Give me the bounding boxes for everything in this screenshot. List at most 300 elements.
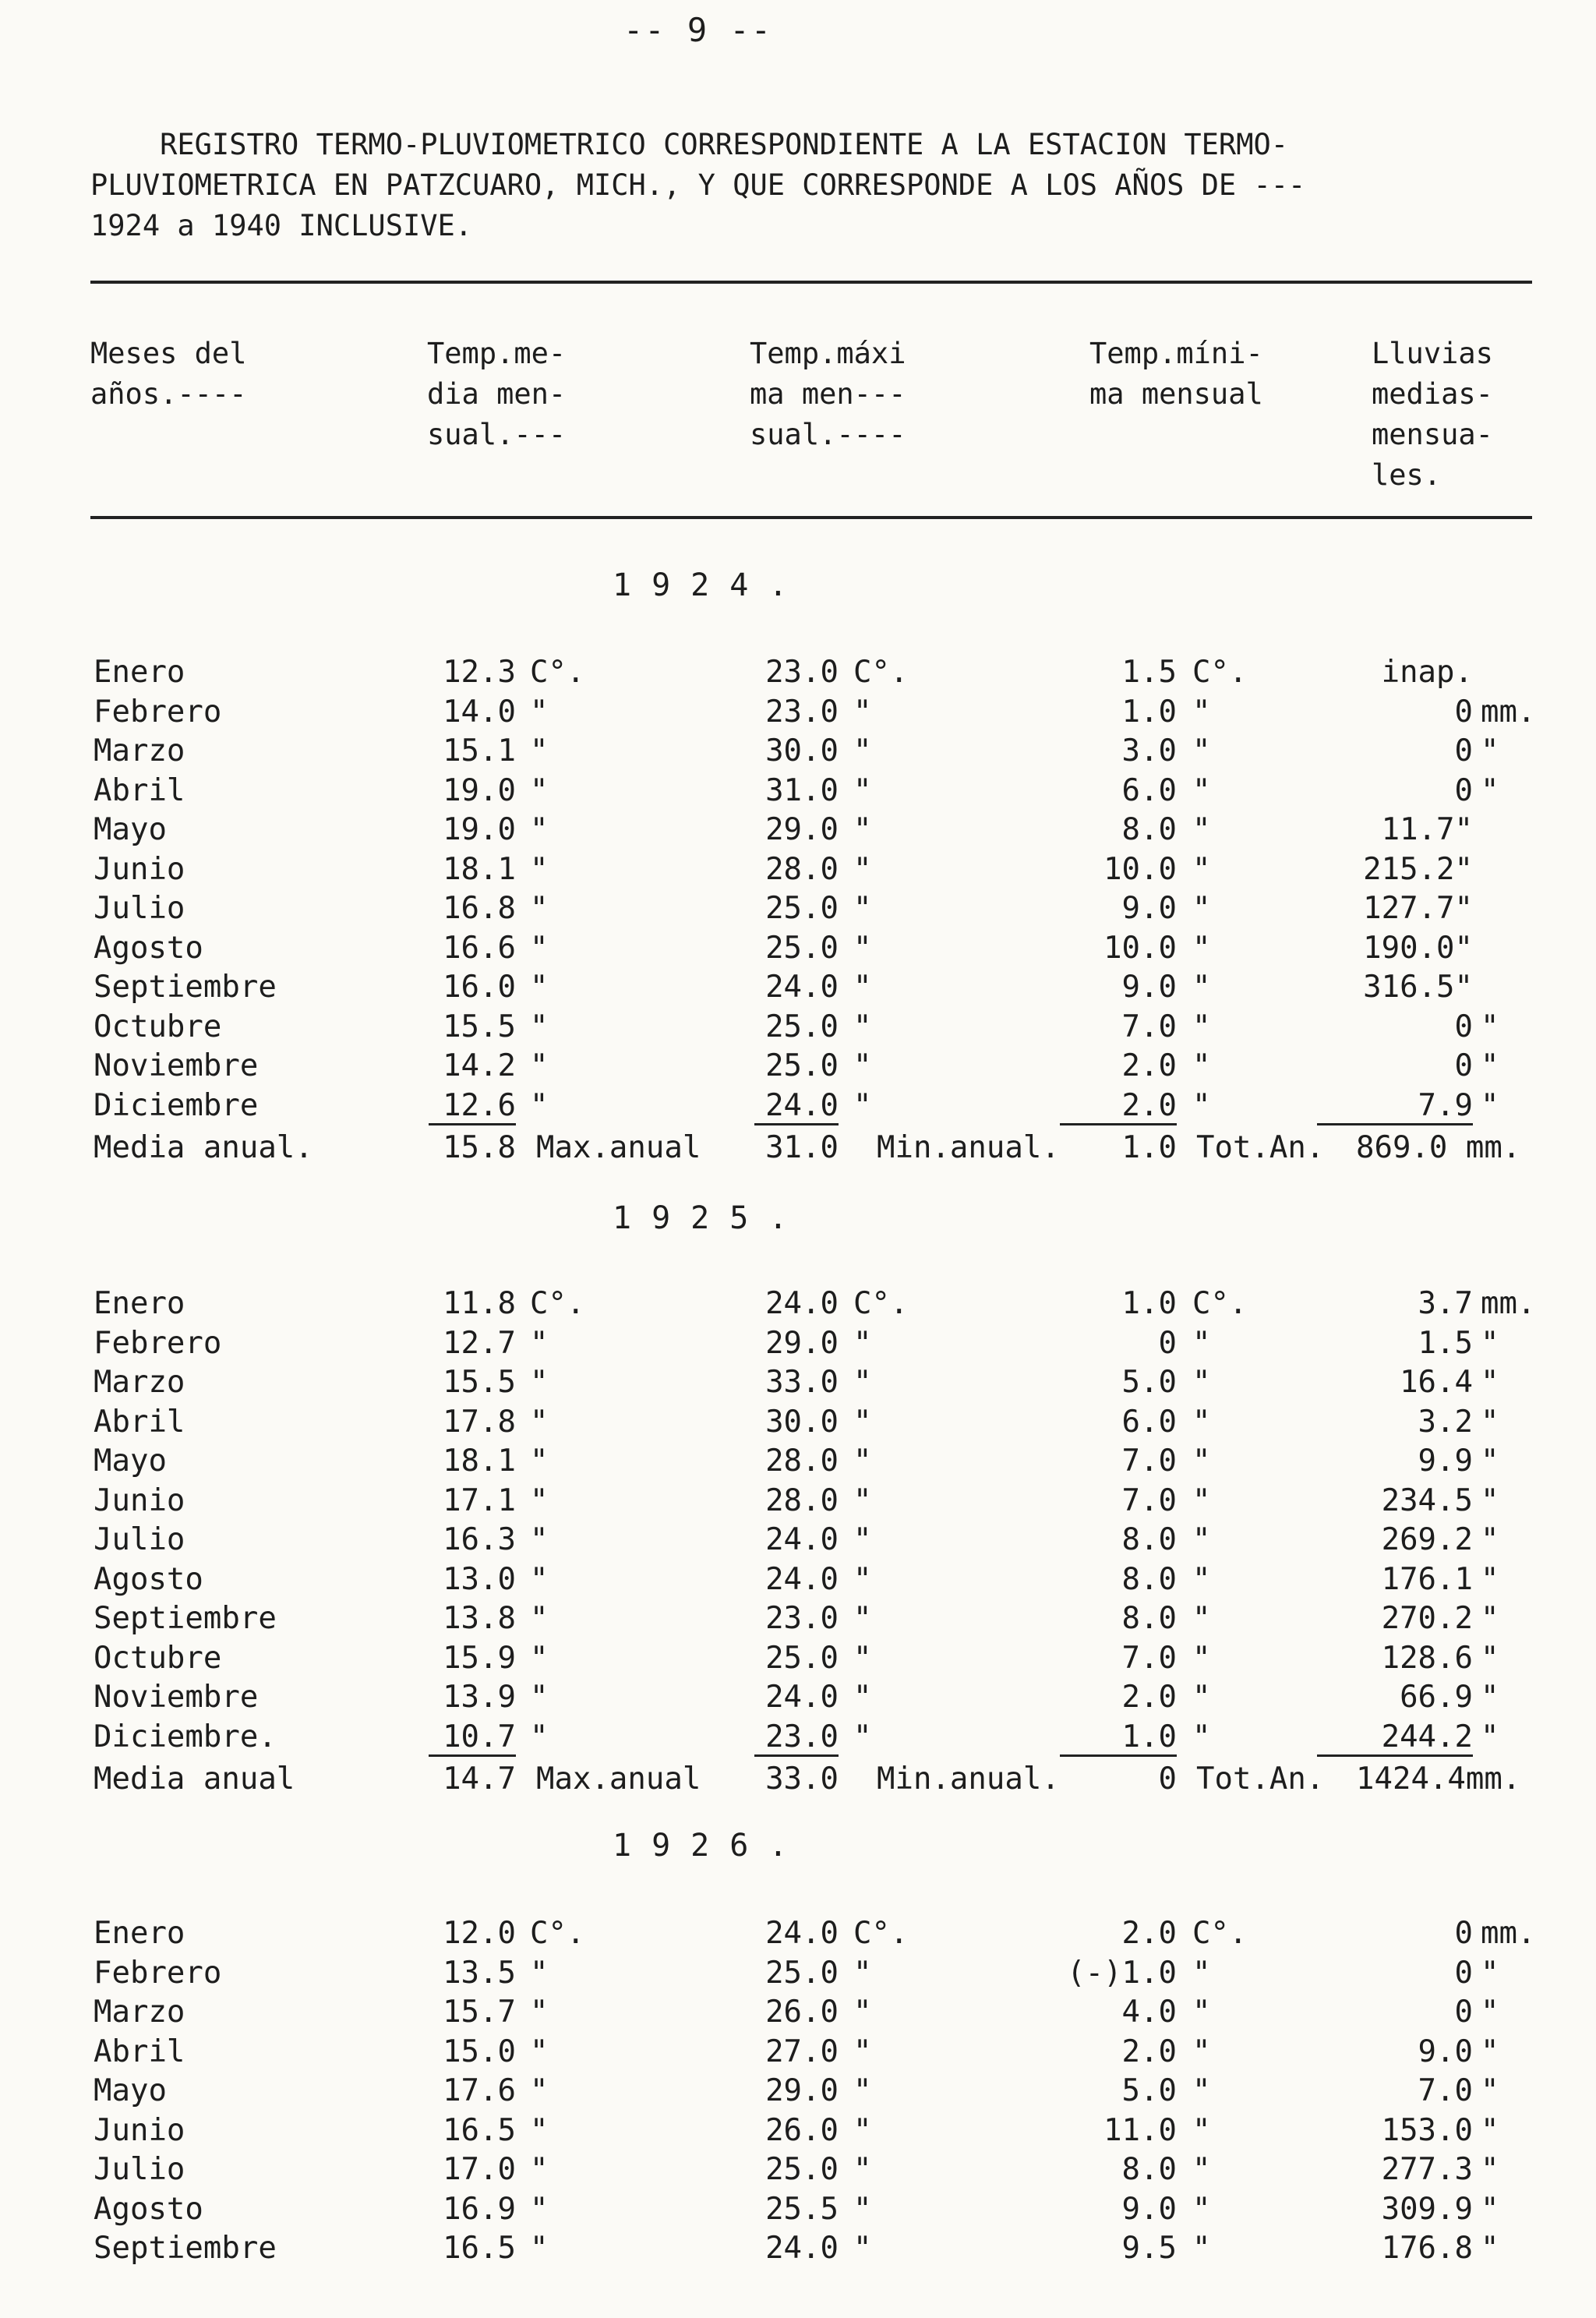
- temp-min-cell: 6.0: [1121, 772, 1177, 808]
- temp-min-cell: 7.0: [1121, 1009, 1177, 1044]
- temp-media-cell: 19.0: [443, 812, 516, 847]
- temp-min-cell: 3.0: [1121, 733, 1177, 769]
- temp-max-cell: 28.0: [765, 1482, 839, 1518]
- rainfall-cell: 16.4: [1400, 1365, 1473, 1400]
- month-cell: Enero: [94, 655, 185, 690]
- temp-max-cell: 33.0: [765, 1365, 839, 1400]
- table-row: [0, 1009, 1596, 1048]
- unit-cell: ": [1192, 812, 1211, 847]
- month-cell: Julio: [94, 1522, 185, 1557]
- temp-max-cell: 25.0: [765, 891, 839, 926]
- table-row: [0, 1522, 1596, 1561]
- rainfall-cell: 244.2: [1317, 1719, 1473, 1757]
- temp-min-cell: 7.0: [1121, 1482, 1177, 1518]
- temp-media-cell: 16.3: [443, 1522, 516, 1557]
- temp-max-cell: 24.0: [765, 1916, 839, 1951]
- unit-cell: C°.: [530, 1286, 585, 1321]
- temp-media-cell: 17.8: [443, 1404, 516, 1440]
- rainfall-cell: 7.0: [1418, 2073, 1473, 2108]
- table-row: [0, 2192, 1596, 2231]
- unit-cell: ": [1481, 1087, 1499, 1123]
- temp-min-cell: 4.0: [1121, 1995, 1177, 2030]
- table-row: [0, 1048, 1596, 1087]
- annual-total-value: 1424.4mm.: [1356, 1761, 1521, 1797]
- temp-max-cell: 26.0: [765, 1995, 839, 2030]
- temp-media-cell: 13.5: [443, 1955, 516, 1991]
- unit-cell: ": [853, 694, 872, 730]
- temp-max-cell: 23.0: [754, 1719, 839, 1757]
- temp-media-cell: 17.6: [443, 2073, 516, 2108]
- header-line: mensua-: [1372, 418, 1493, 451]
- unit-cell: ": [853, 772, 872, 808]
- unit-cell: ": [853, 970, 872, 1005]
- unit-cell: ": [530, 1561, 549, 1597]
- table-row: [0, 1286, 1596, 1325]
- unit-cell: ": [530, 970, 549, 1005]
- month-cell: Marzo: [94, 1365, 185, 1400]
- unit-cell: ": [1192, 1955, 1211, 1991]
- unit-cell: ": [530, 772, 549, 808]
- unit-cell: ": [530, 1995, 549, 2030]
- rainfall-cell: 176.1: [1381, 1561, 1473, 1597]
- unit-cell: ": [1481, 2191, 1499, 2227]
- unit-cell: ": [1192, 2112, 1211, 2148]
- temp-media-cell: 15.9: [443, 1640, 516, 1676]
- table-row: [0, 1483, 1596, 1522]
- temp-media-cell: 14.0: [443, 694, 516, 730]
- table-row: [0, 655, 1596, 694]
- unit-cell: ": [1192, 1365, 1211, 1400]
- table-row: [0, 812, 1596, 851]
- unit-cell: ": [1192, 1640, 1211, 1676]
- month-cell: Septiembre: [94, 970, 277, 1005]
- table-row: [0, 1956, 1596, 1995]
- unit-cell: ": [1192, 1680, 1211, 1715]
- temp-max-cell: 25.0: [765, 930, 839, 966]
- unit-cell: mm.: [1481, 1286, 1536, 1321]
- month-cell: Diciembre.: [94, 1719, 277, 1754]
- temp-media-cell: 18.1: [443, 851, 516, 887]
- temp-min-cell: 2.0: [1121, 1048, 1177, 1083]
- temp-max-cell: 29.0: [765, 812, 839, 847]
- rainfall-cell: 3.7: [1418, 1286, 1473, 1321]
- unit-cell: ": [853, 1048, 872, 1083]
- annual-max-label: Max.anual: [536, 1761, 701, 1797]
- year-heading: 1924.: [613, 567, 808, 603]
- table-row: [0, 1365, 1596, 1404]
- temp-media-cell: 15.1: [443, 733, 516, 769]
- temp-media-cell: 18.1: [443, 1443, 516, 1479]
- unit-cell: ": [853, 1325, 872, 1361]
- unit-cell: ": [853, 2191, 872, 2227]
- month-cell: Noviembre: [94, 1048, 259, 1083]
- month-cell: Abril: [94, 772, 185, 808]
- temp-min-cell: 7.0: [1121, 1640, 1177, 1676]
- header-top-rule: [90, 281, 1532, 284]
- temp-max-cell: 23.0: [765, 694, 839, 730]
- rainfall-cell: 0: [1454, 1048, 1473, 1083]
- temp-max-cell: 24.0: [765, 2231, 839, 2266]
- annual-total-value: 869.0 mm.: [1356, 1130, 1521, 1165]
- unit-cell: ": [530, 2034, 549, 2069]
- unit-cell: ": [530, 1955, 549, 1991]
- table-row: [0, 2073, 1596, 2112]
- unit-cell: ": [1192, 1404, 1211, 1440]
- unit-cell: ": [1192, 694, 1211, 730]
- unit-cell: ": [853, 1087, 872, 1123]
- month-cell: Mayo: [94, 812, 167, 847]
- unit-cell: ": [1481, 1325, 1499, 1361]
- title-line: REGISTRO TERMO-PLUVIOMETRICO CORRESPONDIENTE A LA ESTACION TERMO-: [90, 128, 1289, 161]
- unit-cell: ": [1192, 1601, 1211, 1636]
- unit-cell: ": [530, 1482, 549, 1518]
- month-cell: Diciembre: [94, 1087, 259, 1123]
- month-cell: Junio: [94, 2112, 185, 2148]
- unit-cell: ": [1192, 851, 1211, 887]
- temp-max-cell: 26.0: [765, 2112, 839, 2148]
- temp-max-cell: 25.0: [765, 2152, 839, 2187]
- unit-cell: ": [853, 1680, 872, 1715]
- temp-media-cell: 11.8: [443, 1286, 516, 1321]
- unit-cell: C°.: [1192, 1916, 1248, 1951]
- month-cell: Noviembre: [94, 1680, 259, 1715]
- unit-cell: ": [1481, 1404, 1499, 1440]
- unit-cell: ": [1481, 1955, 1499, 1991]
- annual-min-value: 1.0: [1121, 1130, 1177, 1165]
- temp-media-cell: 15.7: [443, 1995, 516, 2030]
- unit-cell: ": [1481, 1601, 1499, 1636]
- unit-cell: ": [530, 2191, 549, 2227]
- temp-min-cell: 0: [1158, 1325, 1177, 1361]
- month-cell: Febrero: [94, 694, 222, 730]
- temp-media-cell: 14.2: [443, 1048, 516, 1083]
- unit-cell: ": [530, 1719, 549, 1754]
- unit-cell: ": [530, 1365, 549, 1400]
- unit-cell: ": [853, 1601, 872, 1636]
- unit-cell: ": [530, 1009, 549, 1044]
- title-line: PLUVIOMETRICA EN PATZCUARO, MICH., Y QUE CORRESPONDE A LOS AÑOS DE ---: [90, 168, 1306, 202]
- month-cell: Marzo: [94, 733, 185, 769]
- temp-max-cell: 25.0: [765, 1640, 839, 1676]
- annual-label: Media anual: [94, 1761, 295, 1797]
- temp-media-cell: 15.5: [443, 1009, 516, 1044]
- month-cell: Febrero: [94, 1955, 222, 1991]
- temp-media-cell: 17.0: [443, 2152, 516, 2187]
- temp-max-cell: 28.0: [765, 1443, 839, 1479]
- table-row: [0, 1562, 1596, 1601]
- header-line: les.: [1372, 458, 1442, 492]
- temp-max-cell: 24.0: [765, 1680, 839, 1715]
- unit-cell: ": [853, 1365, 872, 1400]
- temp-min-cell: 6.0: [1121, 1404, 1177, 1440]
- temp-max-cell: 30.0: [765, 733, 839, 769]
- table-row: [0, 2152, 1596, 2191]
- unit-cell: ": [1481, 733, 1499, 769]
- unit-cell: C°.: [853, 1916, 909, 1951]
- table-row: [0, 2231, 1596, 2270]
- month-cell: Septiembre: [94, 1601, 277, 1636]
- month-cell: Junio: [94, 851, 185, 887]
- temp-min-cell: 5.0: [1121, 1365, 1177, 1400]
- table-row: [0, 891, 1596, 930]
- rainfall-cell: 9.0: [1418, 2034, 1473, 2069]
- unit-cell: ": [530, 1443, 549, 1479]
- unit-cell: C°.: [853, 1286, 909, 1321]
- temp-min-cell: 1.0: [1121, 1286, 1177, 1321]
- unit-cell: ": [1481, 2112, 1499, 2148]
- annual-mean-value: 15.8: [443, 1130, 516, 1165]
- header-line: dia men-: [427, 377, 567, 411]
- unit-cell: ": [530, 1404, 549, 1440]
- unit-cell: ": [853, 1404, 872, 1440]
- annual-min-label: Min.anual.: [877, 1130, 1060, 1165]
- rainfall-cell: 9.9: [1418, 1443, 1473, 1479]
- temp-max-cell: 24.0: [765, 970, 839, 1005]
- rainfall-cell: 0: [1454, 1009, 1473, 1044]
- unit-cell: ": [1481, 2034, 1499, 2069]
- unit-cell: ": [1192, 1482, 1211, 1518]
- rainfall-cell: 309.9: [1381, 2191, 1473, 2227]
- unit-cell: ": [1481, 1522, 1499, 1557]
- month-cell: Julio: [94, 891, 185, 926]
- temp-media-cell: 16.5: [443, 2112, 516, 2148]
- temp-min-cell: 8.0: [1121, 1561, 1177, 1597]
- annual-min-value: 0: [1158, 1761, 1177, 1797]
- header-line: Meses del: [90, 337, 247, 370]
- temp-media-cell: 13.8: [443, 1601, 516, 1636]
- unit-cell: ": [530, 2152, 549, 2187]
- annual-max-label: Max.anual: [536, 1130, 701, 1165]
- header-line: Temp.me-: [427, 337, 567, 370]
- unit-cell: ": [853, 1482, 872, 1518]
- annual-max-value: 33.0: [765, 1761, 839, 1797]
- table-row: [0, 1443, 1596, 1482]
- temp-min-cell: 9.5: [1121, 2231, 1177, 2266]
- temp-min-cell: 2.0: [1121, 1916, 1177, 1951]
- rainfall-cell: 269.2: [1381, 1522, 1473, 1557]
- unit-cell: C°.: [853, 655, 909, 690]
- table-row: [0, 931, 1596, 970]
- annual-total-label: Tot.An.: [1196, 1130, 1325, 1165]
- unit-cell: ": [530, 733, 549, 769]
- unit-cell: C°.: [530, 1916, 585, 1951]
- unit-cell: ": [1192, 733, 1211, 769]
- month-cell: Julio: [94, 2152, 185, 2187]
- temp-min-cell: 8.0: [1121, 1601, 1177, 1636]
- unit-cell: ": [853, 851, 872, 887]
- temp-media-cell: 15.0: [443, 2034, 516, 2069]
- month-cell: Agosto: [94, 1561, 203, 1597]
- temp-min-cell: 11.0: [1103, 2112, 1177, 2148]
- unit-cell: ": [1481, 2231, 1499, 2266]
- rainfall-cell: 1.5: [1418, 1325, 1473, 1361]
- unit-cell: ": [853, 2112, 872, 2148]
- unit-cell: ": [853, 930, 872, 966]
- table-row: [0, 1680, 1596, 1719]
- unit-cell: ": [853, 891, 872, 926]
- month-cell: Febrero: [94, 1325, 222, 1361]
- temp-min-cell: 2.0: [1121, 1680, 1177, 1715]
- header-bottom-rule: [90, 516, 1532, 519]
- annual-total-label: Tot.An.: [1196, 1761, 1325, 1797]
- temp-media-cell: 10.7: [429, 1719, 516, 1757]
- temp-min-cell: 8.0: [1121, 812, 1177, 847]
- rainfall-cell: 153.0: [1381, 2112, 1473, 2148]
- month-cell: Junio: [94, 1482, 185, 1518]
- unit-cell: ": [530, 2112, 549, 2148]
- unit-cell: ": [853, 1522, 872, 1557]
- rainfall-cell: 277.3: [1381, 2152, 1473, 2187]
- annual-mean-value: 14.7: [443, 1761, 516, 1797]
- unit-cell: ": [1481, 2152, 1499, 2187]
- unit-cell: ": [530, 1325, 549, 1361]
- temp-max-cell: 24.0: [765, 1522, 839, 1557]
- unit-cell: ": [530, 1680, 549, 1715]
- unit-cell: ": [1192, 2191, 1211, 2227]
- annual-max-value: 31.0: [765, 1130, 839, 1165]
- temp-min-cell: 1.5: [1121, 655, 1177, 690]
- unit-cell: ": [1481, 1048, 1499, 1083]
- temp-min-cell: 1.0: [1121, 694, 1177, 730]
- annual-summary-row: [0, 1130, 1596, 1169]
- temp-media-cell: 16.6: [443, 930, 516, 966]
- annual-label: Media anual.: [94, 1130, 313, 1165]
- unit-cell: ": [1192, 1048, 1211, 1083]
- temp-min-cell: 9.0: [1121, 891, 1177, 926]
- annual-summary-row: [0, 1761, 1596, 1800]
- unit-cell: ": [853, 1443, 872, 1479]
- unit-cell: ": [853, 1719, 872, 1754]
- temp-max-cell: 23.0: [765, 655, 839, 690]
- temp-min-cell: 1.0: [1060, 1719, 1177, 1757]
- unit-cell: ": [530, 2073, 549, 2108]
- header-line: ma men---: [750, 377, 906, 411]
- month-cell: Septiembre: [94, 2231, 277, 2266]
- table-row: [0, 1088, 1596, 1127]
- unit-cell: ": [1481, 1719, 1499, 1754]
- unit-cell: ": [1481, 1365, 1499, 1400]
- unit-cell: ": [530, 1087, 549, 1123]
- year-heading: 1926.: [613, 1828, 808, 1864]
- temp-max-cell: 31.0: [765, 772, 839, 808]
- table-row: [0, 852, 1596, 891]
- unit-cell: ": [853, 2073, 872, 2108]
- header-line: sual.----: [750, 418, 906, 451]
- unit-cell: ": [853, 2152, 872, 2187]
- unit-cell: C°.: [1192, 655, 1248, 690]
- unit-cell: ": [1192, 1561, 1211, 1597]
- rainfall-cell: 3.2: [1418, 1404, 1473, 1440]
- month-cell: Abril: [94, 1404, 185, 1440]
- month-cell: Enero: [94, 1916, 185, 1951]
- unit-cell: ": [1192, 2231, 1211, 2266]
- temp-max-cell: 28.0: [765, 851, 839, 887]
- temp-min-cell: 5.0: [1121, 2073, 1177, 2108]
- unit-cell: ": [530, 1601, 549, 1636]
- table-row: [0, 1995, 1596, 2034]
- table-row: [0, 694, 1596, 733]
- rainfall-cell: 66.9: [1400, 1680, 1473, 1715]
- unit-cell: mm.: [1481, 1916, 1536, 1951]
- unit-cell: C°.: [1192, 1286, 1248, 1321]
- temp-max-cell: 29.0: [765, 1325, 839, 1361]
- temp-max-cell: 25.0: [765, 1048, 839, 1083]
- temp-max-cell: 27.0: [765, 2034, 839, 2069]
- temp-min-cell: 8.0: [1121, 1522, 1177, 1557]
- table-row: [0, 2034, 1596, 2073]
- table-row: [0, 1326, 1596, 1365]
- title-line: 1924 a 1940 INCLUSIVE.: [90, 209, 473, 242]
- rainfall-cell: 0: [1454, 1955, 1473, 1991]
- unit-cell: ": [1192, 2073, 1211, 2108]
- unit-cell: ": [530, 851, 549, 887]
- unit-cell: ": [853, 812, 872, 847]
- header-line: medias-: [1372, 377, 1493, 411]
- temp-max-cell: 24.0: [765, 1286, 839, 1321]
- temp-media-cell: 13.9: [443, 1680, 516, 1715]
- temp-media-cell: 16.0: [443, 970, 516, 1005]
- temp-min-cell: 9.0: [1121, 970, 1177, 1005]
- header-meses: [90, 334, 246, 415]
- temp-max-cell: 24.0: [765, 1561, 839, 1597]
- unit-cell: ": [853, 1561, 872, 1597]
- rainfall-cell: 270.2: [1381, 1601, 1473, 1636]
- unit-cell: ": [1192, 2152, 1211, 2187]
- temp-media-cell: 16.8: [443, 891, 516, 926]
- rainfall-cell: 0: [1454, 772, 1473, 808]
- rainfall-cell: 0: [1454, 733, 1473, 769]
- month-cell: Mayo: [94, 2073, 167, 2108]
- temp-max-cell: 23.0: [765, 1601, 839, 1636]
- rainfall-cell: 0: [1454, 694, 1473, 730]
- document-title: [90, 125, 1493, 246]
- annual-min-label: Min.anual.: [877, 1761, 1060, 1797]
- temp-max-cell: 24.0: [754, 1088, 839, 1125]
- month-cell: Agosto: [94, 930, 203, 966]
- unit-cell: ": [1481, 1482, 1499, 1518]
- temp-min-cell: 8.0: [1121, 2152, 1177, 2187]
- unit-cell: mm.: [1481, 694, 1536, 730]
- temp-media-cell: 19.0: [443, 772, 516, 808]
- unit-cell: ": [1481, 1995, 1499, 2030]
- table-row: [0, 733, 1596, 772]
- rainfall-cell: 190.0": [1363, 930, 1473, 966]
- table-row: [0, 1405, 1596, 1443]
- unit-cell: ": [530, 930, 549, 966]
- header-lluvias: [1372, 334, 1493, 496]
- header-line: Lluvias: [1372, 337, 1493, 370]
- unit-cell: ": [1192, 2034, 1211, 2069]
- unit-cell: ": [530, 1522, 549, 1557]
- temp-media-cell: 16.5: [443, 2231, 516, 2266]
- table-row: [0, 1641, 1596, 1680]
- temp-media-cell: 12.0: [443, 1916, 516, 1951]
- temp-max-cell: 25.0: [765, 1955, 839, 1991]
- rainfall-cell: 7.9: [1317, 1088, 1473, 1125]
- table-row: [0, 1916, 1596, 1955]
- unit-cell: ": [530, 1048, 549, 1083]
- page-number: -- 9 --: [623, 11, 773, 49]
- header-line: ma mensual: [1089, 377, 1263, 411]
- temp-min-cell: 10.0: [1103, 930, 1177, 966]
- temp-min-cell: 2.0: [1060, 1088, 1177, 1125]
- unit-cell: ": [853, 1009, 872, 1044]
- table-row: [0, 773, 1596, 812]
- header-minima: [1089, 334, 1263, 415]
- table-row: [0, 1719, 1596, 1758]
- month-cell: Agosto: [94, 2191, 203, 2227]
- unit-cell: ": [853, 1955, 872, 1991]
